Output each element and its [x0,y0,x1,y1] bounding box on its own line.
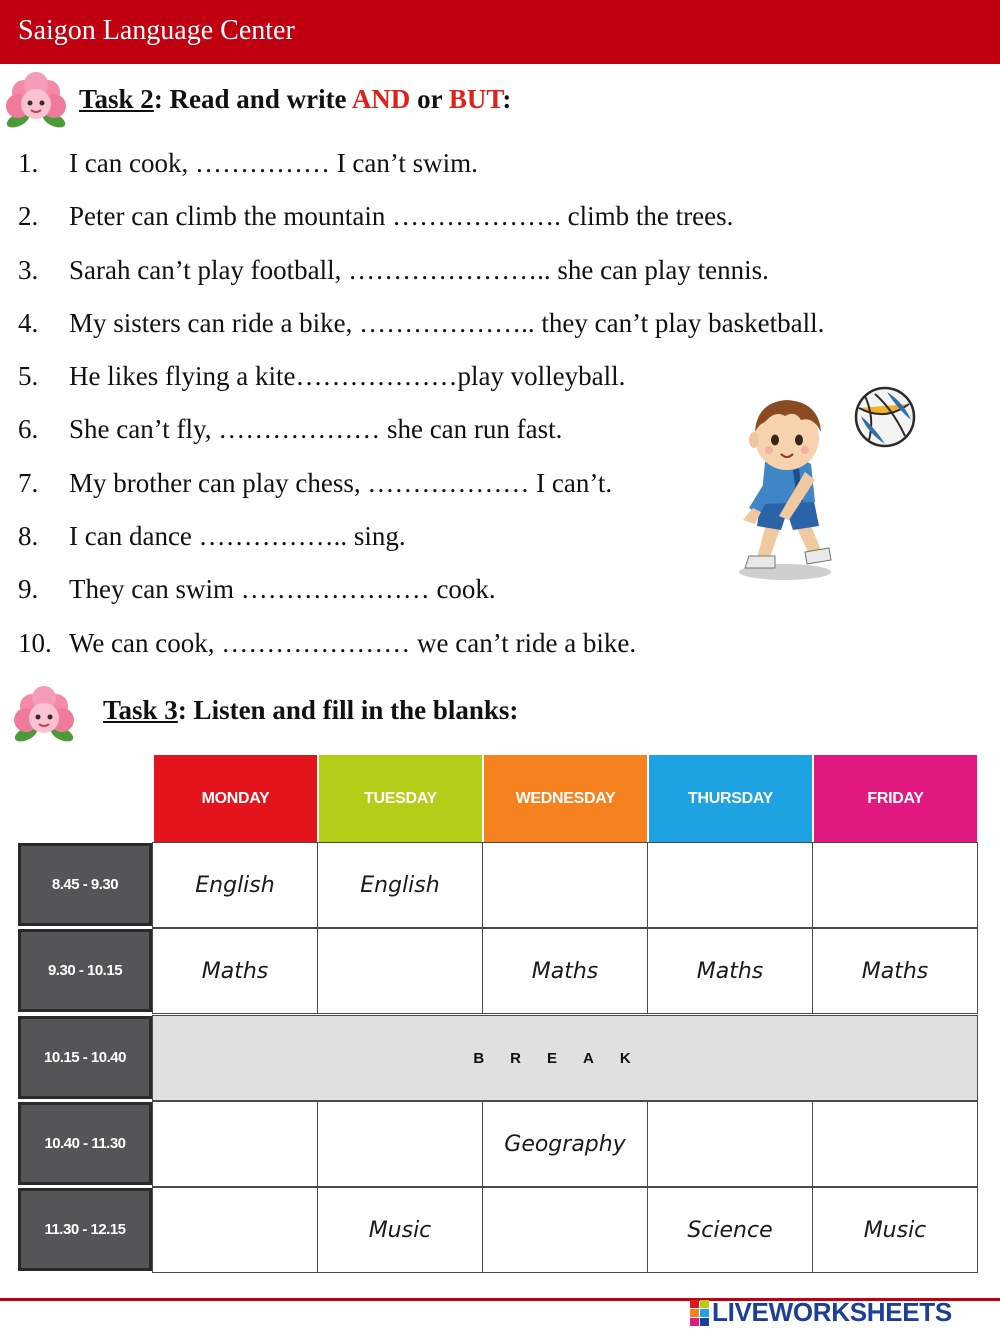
lesson-cell[interactable]: Maths [812,928,978,1014]
day-header-thursday: THURSDAY [649,755,812,842]
exercise-item [18,140,918,193]
task3-label: Task 3 [103,695,178,725]
exercise-number: 1. [18,148,39,178]
lesson-cell[interactable] [317,1101,483,1187]
time-slot: 10.15 - 10.40 [18,1016,152,1099]
task2-label: Task 2 [79,84,154,114]
exercise-item [18,193,918,246]
time-slot: 9.30 - 10.15 [18,929,152,1012]
exercise-text: He likes flying a kite………………play volleyball. [69,361,626,392]
time-slot: 11.30 - 12.15 [18,1188,152,1271]
lesson-cell[interactable]: Geography [482,1101,648,1187]
header-bar [0,0,1000,64]
exercise-text: I can dance …………….. sing. [69,521,406,552]
lesson-cell[interactable]: Music [317,1187,483,1273]
exercise-text: My brother can play chess, ……………… I can’t. [69,467,613,498]
word-but: BUT [448,84,503,114]
exercise-number: 2. [18,201,39,232]
timetable [18,755,980,1275]
liveworksheets-logo-icon [690,1300,710,1326]
lesson-cell[interactable] [482,842,648,928]
boy-volleyball-illustration [735,380,925,585]
header-title: Saigon Language Center [18,15,295,46]
exercise-number: 7. [18,467,39,498]
exercise-number: 4. [18,307,39,338]
lesson-cell[interactable] [152,1101,318,1187]
flower-icon [12,684,76,746]
lesson-cell[interactable]: Maths [152,928,318,1014]
day-header-wednesday: WEDNESDAY [484,755,647,842]
exercise-text: They can swim ………………… cook. [69,574,496,605]
exercise-number: 8. [18,521,39,552]
lesson-cell[interactable] [812,1101,978,1187]
task2-heading [79,84,511,115]
time-slot: 10.40 - 11.30 [18,1102,152,1185]
liveworksheets-brand: LIVEWORKSHEETS [712,1297,952,1327]
task2-colon: : [502,84,512,114]
exercise-number: 6. [18,414,39,445]
lesson-cell[interactable] [647,842,813,928]
break-row: BREAK [152,1015,978,1101]
liveworksheets-logo[interactable] [690,1296,990,1330]
lesson-cell[interactable]: Science [647,1187,813,1273]
lesson-cell[interactable]: Music [812,1187,978,1273]
exercise-number: 10. [18,627,52,658]
day-header-friday: FRIDAY [814,755,977,842]
exercise-text: We can cook, ………………… we can’t ride a bike. [69,627,637,658]
exercise-text: Peter can climb the mountain ………………. climb the trees. [69,201,734,232]
lesson-cell[interactable]: English [317,842,483,928]
lesson-cell[interactable] [152,1187,318,1273]
lesson-cell[interactable] [647,1101,813,1187]
word-or: or [410,84,449,114]
exercise-number: 3. [18,254,39,285]
time-slot: 8.45 - 9.30 [18,843,152,926]
exercise-text: My sisters can ride a bike, ……………….. they can’t play basketball. [69,307,825,338]
exercise-text: I can cook, …………… I can’t swim. [69,148,478,178]
flower-icon [4,70,68,132]
exercise-item [18,247,918,300]
day-header-tuesday: TUESDAY [319,755,482,842]
lesson-cell[interactable]: Maths [647,928,813,1014]
task2-instruction: : Read and write [153,84,352,114]
exercise-number: 9. [18,574,39,605]
exercise-text: Sarah can’t play football, ………………….. she can play tennis. [69,254,769,285]
word-and: AND [351,84,411,114]
task3-heading [103,695,518,726]
exercise-number: 5. [18,361,39,392]
lesson-cell[interactable]: Maths [482,928,648,1014]
task3-instruction: : Listen and fill in the blanks: [177,695,519,725]
exercise-text: She can’t fly, ……………… she can run fast. [69,414,563,445]
lesson-cell[interactable] [482,1187,648,1273]
lesson-cell[interactable] [317,928,483,1014]
exercise-item [18,300,918,353]
lesson-cell[interactable]: English [152,842,318,928]
day-header-monday: MONDAY [154,755,317,842]
volleyball-icon [856,388,914,446]
exercise-item [18,620,918,673]
lesson-cell[interactable] [812,842,978,928]
